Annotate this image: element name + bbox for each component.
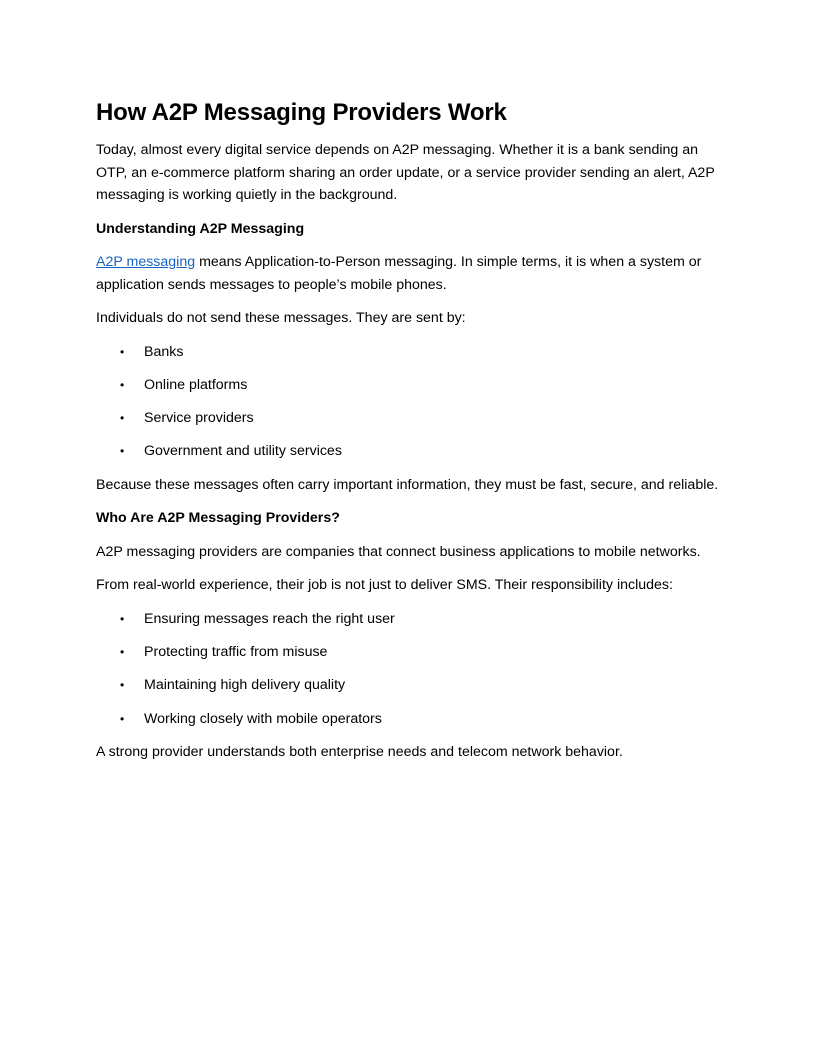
intro-paragraph: Today, almost every digital service depends on A2P messaging. Whether it is a bank sending an OTP, an e-commerce platform sharing an order update, or a service provider sending an alert, A2P messaging is working quietly in the background.: [96, 142, 715, 203]
section-heading-understanding: Understanding A2P Messaging: [96, 220, 305, 237]
list-item: [96, 608, 726, 631]
senders-list: [96, 341, 726, 463]
bullet-icon: •: [120, 344, 125, 359]
page-title: How A2P Messaging Providers Work: [96, 99, 507, 126]
providers-paragraph-1: A2P messaging providers are companies that connect business applications to mobile networks.: [96, 543, 701, 560]
bullet-icon: •: [120, 711, 125, 726]
list-item-text: Service providers: [144, 410, 254, 427]
list-item-text: Protecting traffic from misuse: [144, 643, 328, 660]
responsibilities-list: [96, 608, 726, 730]
list-item: [96, 440, 726, 463]
section-heading-providers: Who Are A2P Messaging Providers?: [96, 510, 340, 527]
list-item: [96, 674, 726, 697]
document-page: [96, 96, 726, 774]
senders-closing-paragraph: Because these messages often carry important information, they must be fast, secure, and reliable.: [96, 476, 719, 493]
list-item-text: Banks: [144, 343, 184, 360]
bullet-icon: •: [120, 444, 125, 459]
list-item: [96, 341, 726, 364]
providers-paragraph-2: From real-world experience, their job is not just to deliver SMS. Their responsibility includes:: [96, 577, 673, 594]
list-item: [96, 641, 726, 664]
bullet-icon: •: [120, 678, 125, 693]
bullet-icon: •: [120, 644, 125, 659]
list-item-text: Online platforms: [144, 376, 248, 393]
list-item-text: Ensuring messages reach the right user: [144, 610, 395, 627]
list-item-text: Government and utility services: [144, 443, 342, 460]
list-item-text: Working closely with mobile operators: [144, 710, 382, 727]
bullet-icon: •: [120, 411, 125, 426]
list-item: [96, 374, 726, 397]
list-item: [96, 708, 726, 731]
bullet-icon: •: [120, 611, 125, 626]
a2p-messaging-link[interactable]: A2P messaging: [96, 254, 196, 270]
list-item-text: Maintaining high delivery quality: [144, 677, 346, 694]
list-item: [96, 407, 726, 430]
definition-paragraph: [96, 251, 726, 296]
senders-intro-paragraph: Individuals do not send these messages. They are sent by:: [96, 310, 466, 326]
providers-closing-paragraph: A strong provider understands both enterprise needs and telecom network behavior.: [96, 743, 623, 760]
definition-text: means Application-to-Person messaging. In simple terms, it is when a system or application sends messages to people’s mobile phones.: [96, 254, 702, 293]
bullet-icon: •: [120, 377, 125, 392]
